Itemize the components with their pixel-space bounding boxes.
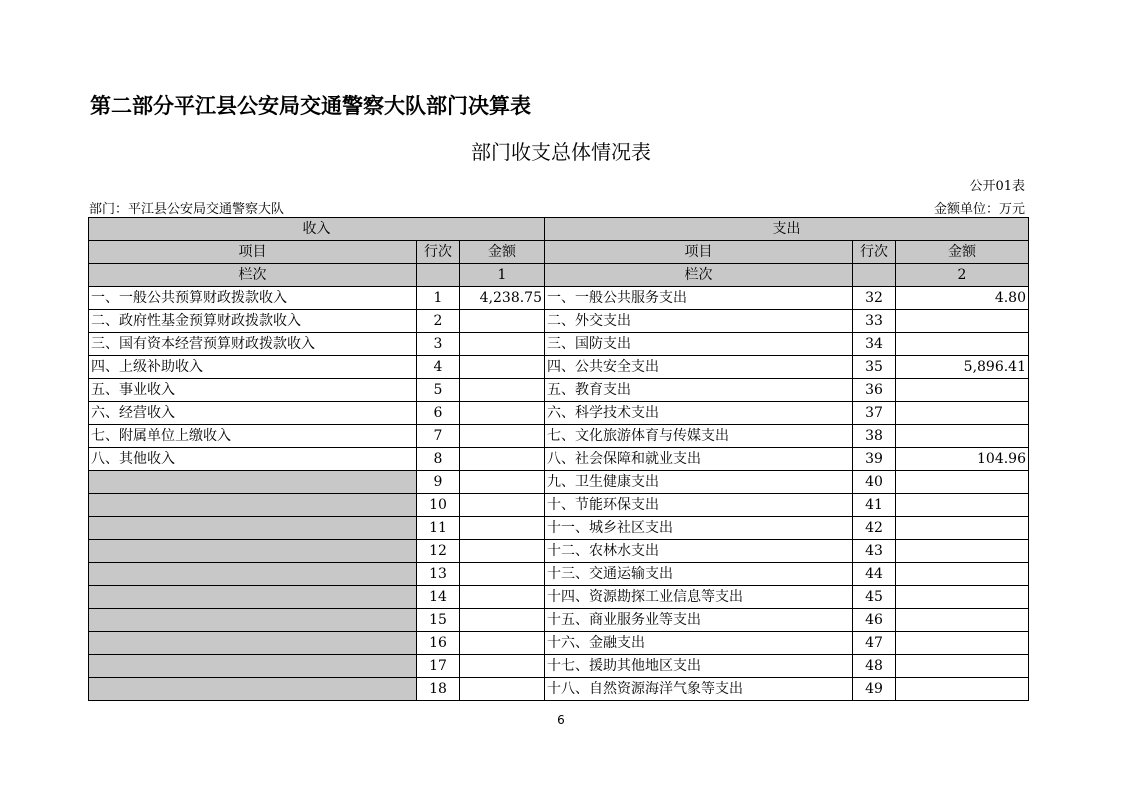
table-row — [89, 563, 1029, 586]
expense-item-cell: 十八、自然资源海洋气象等支出 — [545, 678, 853, 701]
income-amount-cell — [460, 678, 545, 701]
income-column-no-blank — [417, 264, 460, 287]
table-row — [89, 287, 1029, 310]
income-item-cell — [89, 471, 417, 494]
income-amount-cell — [460, 356, 545, 379]
expense-item-cell: 二、外交支出 — [545, 310, 853, 333]
expense-item-cell: 六、科学技术支出 — [545, 402, 853, 425]
header-row-columns — [89, 241, 1029, 264]
income-amount-cell — [460, 632, 545, 655]
income-expense-table — [88, 217, 1029, 701]
income-amount-cell — [460, 540, 545, 563]
income-amount-cell — [460, 310, 545, 333]
income-amount-header: 金额 — [460, 241, 545, 264]
expense-amount-cell — [896, 471, 1029, 494]
income-row-no-cell: 12 — [417, 540, 460, 563]
income-item-header: 项目 — [89, 241, 417, 264]
expense-amount-cell: 104.96 — [896, 448, 1029, 471]
expense-row-no-cell: 42 — [853, 517, 896, 540]
income-amount-cell — [460, 517, 545, 540]
income-item-cell — [89, 494, 417, 517]
income-item-cell — [89, 632, 417, 655]
income-column-no: 1 — [460, 264, 545, 287]
income-row-no-cell: 3 — [417, 333, 460, 356]
income-row-no-cell: 2 — [417, 310, 460, 333]
income-amount-cell: 4,238.75 — [460, 287, 545, 310]
income-row-no-cell: 5 — [417, 379, 460, 402]
expense-amount-cell — [896, 425, 1029, 448]
expense-item-cell: 八、社会保障和就业支出 — [545, 448, 853, 471]
page-number: 6 — [557, 713, 565, 727]
table-row — [89, 655, 1029, 678]
table-row — [89, 632, 1029, 655]
income-item-cell: 三、国有资本经营预算财政拨款收入 — [89, 333, 417, 356]
table-row — [89, 609, 1029, 632]
expense-item-cell: 十七、援助其他地区支出 — [545, 655, 853, 678]
income-item-cell — [89, 563, 417, 586]
expense-amount-cell — [896, 310, 1029, 333]
income-row-no-cell: 4 — [417, 356, 460, 379]
expense-row-no-cell: 48 — [853, 655, 896, 678]
table-row — [89, 310, 1029, 333]
expense-item-cell: 十一、城乡社区支出 — [545, 517, 853, 540]
table-row — [89, 494, 1029, 517]
income-amount-cell — [460, 448, 545, 471]
expense-amount-cell: 4.80 — [896, 287, 1029, 310]
table-row — [89, 333, 1029, 356]
expense-amount-cell — [896, 678, 1029, 701]
amount-unit-label: 金额单位：万元 — [933, 202, 1025, 217]
expense-row-no-cell: 46 — [853, 609, 896, 632]
expense-row-no-cell: 34 — [853, 333, 896, 356]
income-item-cell: 五、事业收入 — [89, 379, 417, 402]
income-amount-cell — [460, 471, 545, 494]
expense-item-cell: 十三、交通运输支出 — [545, 563, 853, 586]
expense-row-no-cell: 43 — [853, 540, 896, 563]
income-row-no-cell: 11 — [417, 517, 460, 540]
expense-item-cell: 四、公共安全支出 — [545, 356, 853, 379]
expense-amount-cell — [896, 586, 1029, 609]
income-item-cell — [89, 655, 417, 678]
document-title: 第二部分平江县公安局交通警察大队部门决算表 — [90, 94, 531, 118]
table-row — [89, 356, 1029, 379]
income-item-cell: 六、经营收入 — [89, 402, 417, 425]
income-row-no-cell: 8 — [417, 448, 460, 471]
header-row-column-no — [89, 264, 1029, 287]
income-item-cell — [89, 540, 417, 563]
expense-row-no-cell: 49 — [853, 678, 896, 701]
expense-row-no-cell: 37 — [853, 402, 896, 425]
expense-row-no-header: 行次 — [853, 241, 896, 264]
table-row — [89, 448, 1029, 471]
expense-amount-cell — [896, 402, 1029, 425]
income-row-no-cell: 15 — [417, 609, 460, 632]
expense-amount-cell — [896, 379, 1029, 402]
expense-row-no-cell: 41 — [853, 494, 896, 517]
expense-item-cell: 一、一般公共服务支出 — [545, 287, 853, 310]
form-number: 公开01表 — [969, 179, 1025, 194]
income-amount-cell — [460, 655, 545, 678]
income-row-no-cell: 14 — [417, 586, 460, 609]
income-item-cell — [89, 586, 417, 609]
income-amount-cell — [460, 494, 545, 517]
header-row-sections — [89, 218, 1029, 241]
income-item-cell: 七、附属单位上缴收入 — [89, 425, 417, 448]
department-label: 部门：平江县公安局交通警察大队 — [89, 202, 285, 217]
table-row — [89, 471, 1029, 494]
expense-row-no-cell: 38 — [853, 425, 896, 448]
expense-item-cell: 九、卫生健康支出 — [545, 471, 853, 494]
income-item-cell — [89, 517, 417, 540]
income-amount-cell — [460, 609, 545, 632]
expense-item-cell: 十五、商业服务业等支出 — [545, 609, 853, 632]
income-header: 收入 — [89, 218, 545, 241]
income-amount-cell — [460, 425, 545, 448]
income-row-no-cell: 7 — [417, 425, 460, 448]
expense-row-no-cell: 44 — [853, 563, 896, 586]
expense-amount-cell — [896, 333, 1029, 356]
table-row — [89, 678, 1029, 701]
expense-item-cell: 七、文化旅游体育与传媒支出 — [545, 425, 853, 448]
expense-amount-header: 金额 — [896, 241, 1029, 264]
table-row — [89, 379, 1029, 402]
expense-row-no-cell: 45 — [853, 586, 896, 609]
expense-row-no-cell: 32 — [853, 287, 896, 310]
expense-amount-cell — [896, 609, 1029, 632]
income-item-cell: 二、政府性基金预算财政拨款收入 — [89, 310, 417, 333]
income-row-no-cell: 6 — [417, 402, 460, 425]
expense-row-no-cell: 36 — [853, 379, 896, 402]
expense-row-no-cell: 39 — [853, 448, 896, 471]
expense-amount-cell — [896, 494, 1029, 517]
income-item-cell: 八、其他收入 — [89, 448, 417, 471]
income-row-no-cell: 9 — [417, 471, 460, 494]
table-row — [89, 586, 1029, 609]
income-item-cell — [89, 678, 417, 701]
income-item-cell — [89, 609, 417, 632]
income-column-no-label: 栏次 — [89, 264, 417, 287]
table-title: 部门收支总体情况表 — [471, 140, 651, 164]
expense-amount-cell — [896, 632, 1029, 655]
expense-column-no: 2 — [896, 264, 1029, 287]
expense-row-no-cell: 47 — [853, 632, 896, 655]
income-row-no-cell: 16 — [417, 632, 460, 655]
income-item-cell: 一、一般公共预算财政拨款收入 — [89, 287, 417, 310]
expense-amount-cell: 5,896.41 — [896, 356, 1029, 379]
expense-item-cell: 十二、农林水支出 — [545, 540, 853, 563]
income-row-no-cell: 18 — [417, 678, 460, 701]
expense-row-no-cell: 40 — [853, 471, 896, 494]
expense-amount-cell — [896, 540, 1029, 563]
income-amount-cell — [460, 333, 545, 356]
table-row — [89, 402, 1029, 425]
expense-item-cell: 十四、资源勘探工业信息等支出 — [545, 586, 853, 609]
expense-column-no-label: 栏次 — [545, 264, 853, 287]
expense-amount-cell — [896, 563, 1029, 586]
expense-header: 支出 — [545, 218, 1029, 241]
expense-row-no-cell: 35 — [853, 356, 896, 379]
expense-column-no-blank — [853, 264, 896, 287]
expense-row-no-cell: 33 — [853, 310, 896, 333]
income-amount-cell — [460, 586, 545, 609]
income-row-no-cell: 10 — [417, 494, 460, 517]
expense-item-cell: 十、节能环保支出 — [545, 494, 853, 517]
table-row — [89, 425, 1029, 448]
table-row — [89, 540, 1029, 563]
income-amount-cell — [460, 402, 545, 425]
income-row-no-cell: 13 — [417, 563, 460, 586]
expense-item-cell: 十六、金融支出 — [545, 632, 853, 655]
expense-item-cell: 五、教育支出 — [545, 379, 853, 402]
income-row-no-cell: 17 — [417, 655, 460, 678]
table-row — [89, 517, 1029, 540]
expense-item-header: 项目 — [545, 241, 853, 264]
expense-item-cell: 三、国防支出 — [545, 333, 853, 356]
income-row-no-header: 行次 — [417, 241, 460, 264]
expense-amount-cell — [896, 655, 1029, 678]
income-row-no-cell: 1 — [417, 287, 460, 310]
income-item-cell: 四、上级补助收入 — [89, 356, 417, 379]
income-amount-cell — [460, 563, 545, 586]
expense-amount-cell — [896, 517, 1029, 540]
income-amount-cell — [460, 379, 545, 402]
